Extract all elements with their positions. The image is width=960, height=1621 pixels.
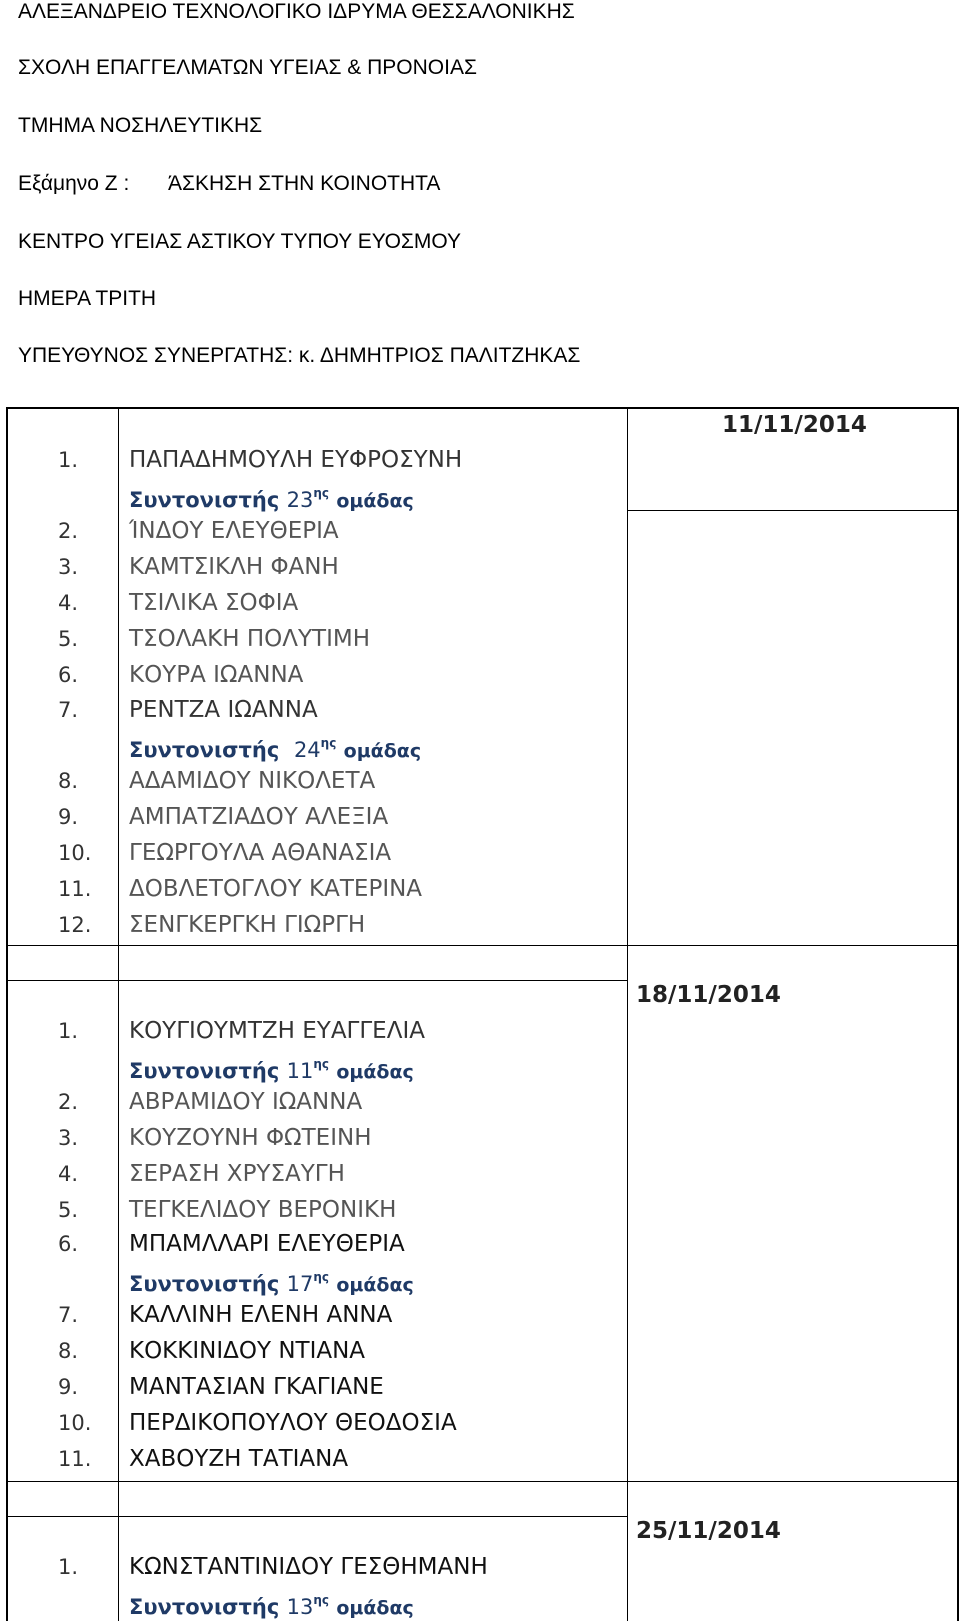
row-number: 3.	[58, 1126, 79, 1150]
ordinal-suffix: ης	[313, 1057, 330, 1071]
row-number: 10.	[58, 1411, 92, 1435]
row-number: 12.	[58, 913, 92, 937]
date-block-1: 11/11/2014	[722, 412, 867, 438]
block-divider-2	[6, 1481, 959, 1482]
student-name: ΑΜΠΑΤΖΙΑΔΟΥ ΑΛΕΞΙΑ	[129, 804, 389, 830]
group-word: ομάδας	[336, 1061, 414, 1083]
row-number: 5.	[58, 1198, 79, 1222]
date-block-3: 25/11/2014	[636, 1518, 781, 1544]
row-number: 5.	[58, 627, 79, 651]
group-number: 11	[286, 1059, 314, 1083]
school-title: ΣΧΟΛΗ ΕΠΑΓΓΕΛΜΑΤΩΝ ΥΓΕΙΑΣ & ΠΡΟΝΟΙΑΣ	[18, 56, 477, 79]
ordinal-suffix: ης	[313, 1270, 330, 1284]
row-number: 9.	[58, 805, 79, 829]
student-name: ΓΕΩΡΓΟΥΛΑ ΑΘΑΝΑΣΙΑ	[129, 840, 392, 866]
date-block-2: 18/11/2014	[636, 982, 781, 1008]
block-divider-2b	[6, 1516, 628, 1517]
coordinator-label	[129, 1589, 414, 1621]
coordinator-label	[129, 482, 414, 514]
ordinal-suffix: ης	[320, 736, 337, 750]
student-name: ΠΕΡΔΙΚΟΠΟΥΛΟΥ ΘΕΟΔΟΣΙΑ	[129, 1410, 457, 1436]
row-number: 1.	[58, 448, 79, 472]
group-number: 24	[293, 738, 321, 762]
coordinator-word: Συντονιστής	[129, 1595, 280, 1619]
row-number: 2.	[58, 1090, 79, 1114]
table-border-right	[957, 407, 959, 1621]
block-divider-1	[6, 945, 959, 946]
coordinator-label	[129, 1053, 414, 1085]
student-name: ΤΕΓΚΕΛΙΔΟΥ ΒΕΡΟΝΙΚΗ	[129, 1197, 397, 1223]
department-title: ΤΜΗΜΑ ΝΟΣΗΛΕΥΤΙΚΗΣ	[18, 114, 263, 137]
row-number: 6.	[58, 1232, 79, 1256]
row-number: 7.	[58, 1303, 79, 1327]
row-number: 11.	[58, 1447, 92, 1471]
row-number: 3.	[58, 555, 79, 579]
group-number: 13	[286, 1595, 314, 1619]
row-number: 2.	[58, 519, 79, 543]
student-name: ΊΝΔΟΥ ΕΛΕΥΘΕΡΙΑ	[129, 518, 339, 544]
day-title: ΗΜΕΡΑ ΤΡΙΤΗ	[18, 287, 157, 310]
student-name: ΚΩΝΣΤΑΝΤΙΝΙΔΟΥ ΓΕΣΘΗΜΑΝΗ	[129, 1554, 488, 1580]
center-title: ΚΕΝΤΡΟ ΥΓΕΙΑΣ ΑΣΤΙΚΟΥ ΤΥΠΟΥ ΕΥΟΣΜΟΥ	[18, 230, 462, 253]
row-number: 4.	[58, 591, 79, 615]
row-number: 1.	[58, 1019, 79, 1043]
student-name: ΚΟΥΓΙΟΥΜΤΖΗ ΕΥΑΓΓΕΛΙΑ	[129, 1018, 425, 1044]
row-number: 7.	[58, 698, 79, 722]
student-name: ΣΕΝΓΚΕΡΓΚΗ ΓΙΩΡΓΗ	[129, 912, 366, 938]
student-name: ΜΑΝΤΑΣΙΑΝ ΓΚΑΓΙΑΝΕ	[129, 1374, 384, 1400]
student-name: ΧΑΒΟΥΖΗ ΤΑΤΙΑΝΑ	[129, 1446, 349, 1472]
student-name: ΚΑΜΤΣΙΚΛΗ ΦΑΝΗ	[129, 554, 339, 580]
student-name: ΤΣΙΛΙΚΑ ΣΟΦΙΑ	[129, 590, 299, 616]
row-number: 6.	[58, 663, 79, 687]
student-name: ΑΔΑΜΙΔΟΥ ΝΙΚΟΛΕΤΑ	[129, 768, 376, 794]
student-name: ΣΕΡΑΣΗ ΧΡΥΣΑΥΓΗ	[129, 1161, 345, 1187]
student-name: ΑΒΡΑΜΙΔΟΥ ΙΩΑΝΝΑ	[129, 1089, 363, 1115]
student-name: ΤΣΟΛΑΚΗ ΠΟΛΥΤΙΜΗ	[129, 626, 370, 652]
group-word: ομάδας	[336, 490, 414, 512]
row-number: 8.	[58, 769, 79, 793]
coordinator-word: Συντονιστής	[129, 1059, 280, 1083]
group-number: 23	[286, 488, 314, 512]
supervisor-line: ΥΠΕΥΘΥΝΟΣ ΣΥΝΕΡΓΑΤΗΣ: κ. ΔΗΜΗΤΡΙΟΣ ΠΑΛΙΤΖΗΚΑΣ	[18, 344, 581, 367]
column-divider-date	[627, 407, 628, 1621]
semester-label: Εξάμηνο Ζ :	[18, 172, 130, 195]
coordinator-label	[129, 1266, 414, 1298]
group-number: 17	[286, 1272, 314, 1296]
student-name: ΔΟΒΛΕΤΟΓΛΟΥ ΚΑΤΕΡΙΝΑ	[129, 876, 423, 902]
row-number: 10.	[58, 841, 92, 865]
group-word: ομάδας	[336, 1274, 414, 1296]
ordinal-suffix: ης	[313, 1593, 330, 1607]
row-number: 11.	[58, 877, 92, 901]
column-divider-number	[118, 407, 119, 1621]
coordinator-word: Συντονιστής	[129, 488, 280, 512]
student-name: ΠΑΠΑΔΗΜΟΥΛΗ ΕΥΦΡΟΣΥΝΗ	[129, 447, 463, 473]
coordinator-word: Συντονιστής	[129, 1272, 280, 1296]
row-number: 8.	[58, 1339, 79, 1363]
student-name: ΚΟΚΚΙΝΙΔΟΥ ΝΤΙΑΝΑ	[129, 1338, 366, 1364]
row-number: 9.	[58, 1375, 79, 1399]
institute-title: ΑΛΕΞΑΝΔΡΕΙΟ ΤΕΧΝΟΛΟΓΙΚΟ ΙΔΡΥΜΑ ΘΕΣΣΑΛΟΝΙΚΗΣ	[18, 0, 575, 23]
row-number: 4.	[58, 1162, 79, 1186]
group-word: ομάδας	[336, 1597, 414, 1619]
table-border-top	[6, 407, 959, 409]
student-name: ΜΠΑΜΛΛΑΡΙ ΕΛΕΥΘΕΡΙΑ	[129, 1231, 405, 1257]
row-number: 1.	[58, 1555, 79, 1579]
coordinator-word: Συντονιστής	[129, 738, 280, 762]
ordinal-suffix: ης	[313, 486, 330, 500]
group-word: ομάδας	[343, 740, 422, 762]
semester-line	[18, 172, 440, 196]
table-border-left	[6, 407, 8, 1621]
semester-value: ΆΣΚΗΣΗ ΣΤΗΝ ΚΟΙΝΟΤΗΤΑ	[168, 172, 441, 195]
student-name: ΚΑΛΛΙΝΗ ΕΛΕΝΗ ΑΝΝΑ	[129, 1302, 393, 1328]
coordinator-label	[129, 732, 421, 764]
date-cell-bottom-1	[627, 510, 959, 511]
student-name: ΡΕΝΤΖΑ ΙΩΑΝΝΑ	[129, 697, 318, 723]
student-name: ΚΟΥΖΟΥΝΗ ΦΩΤΕΙΝΗ	[129, 1125, 372, 1151]
block-divider-1b	[6, 980, 628, 981]
student-name: ΚΟΥΡΑ ΙΩΑΝΝΑ	[129, 662, 304, 688]
